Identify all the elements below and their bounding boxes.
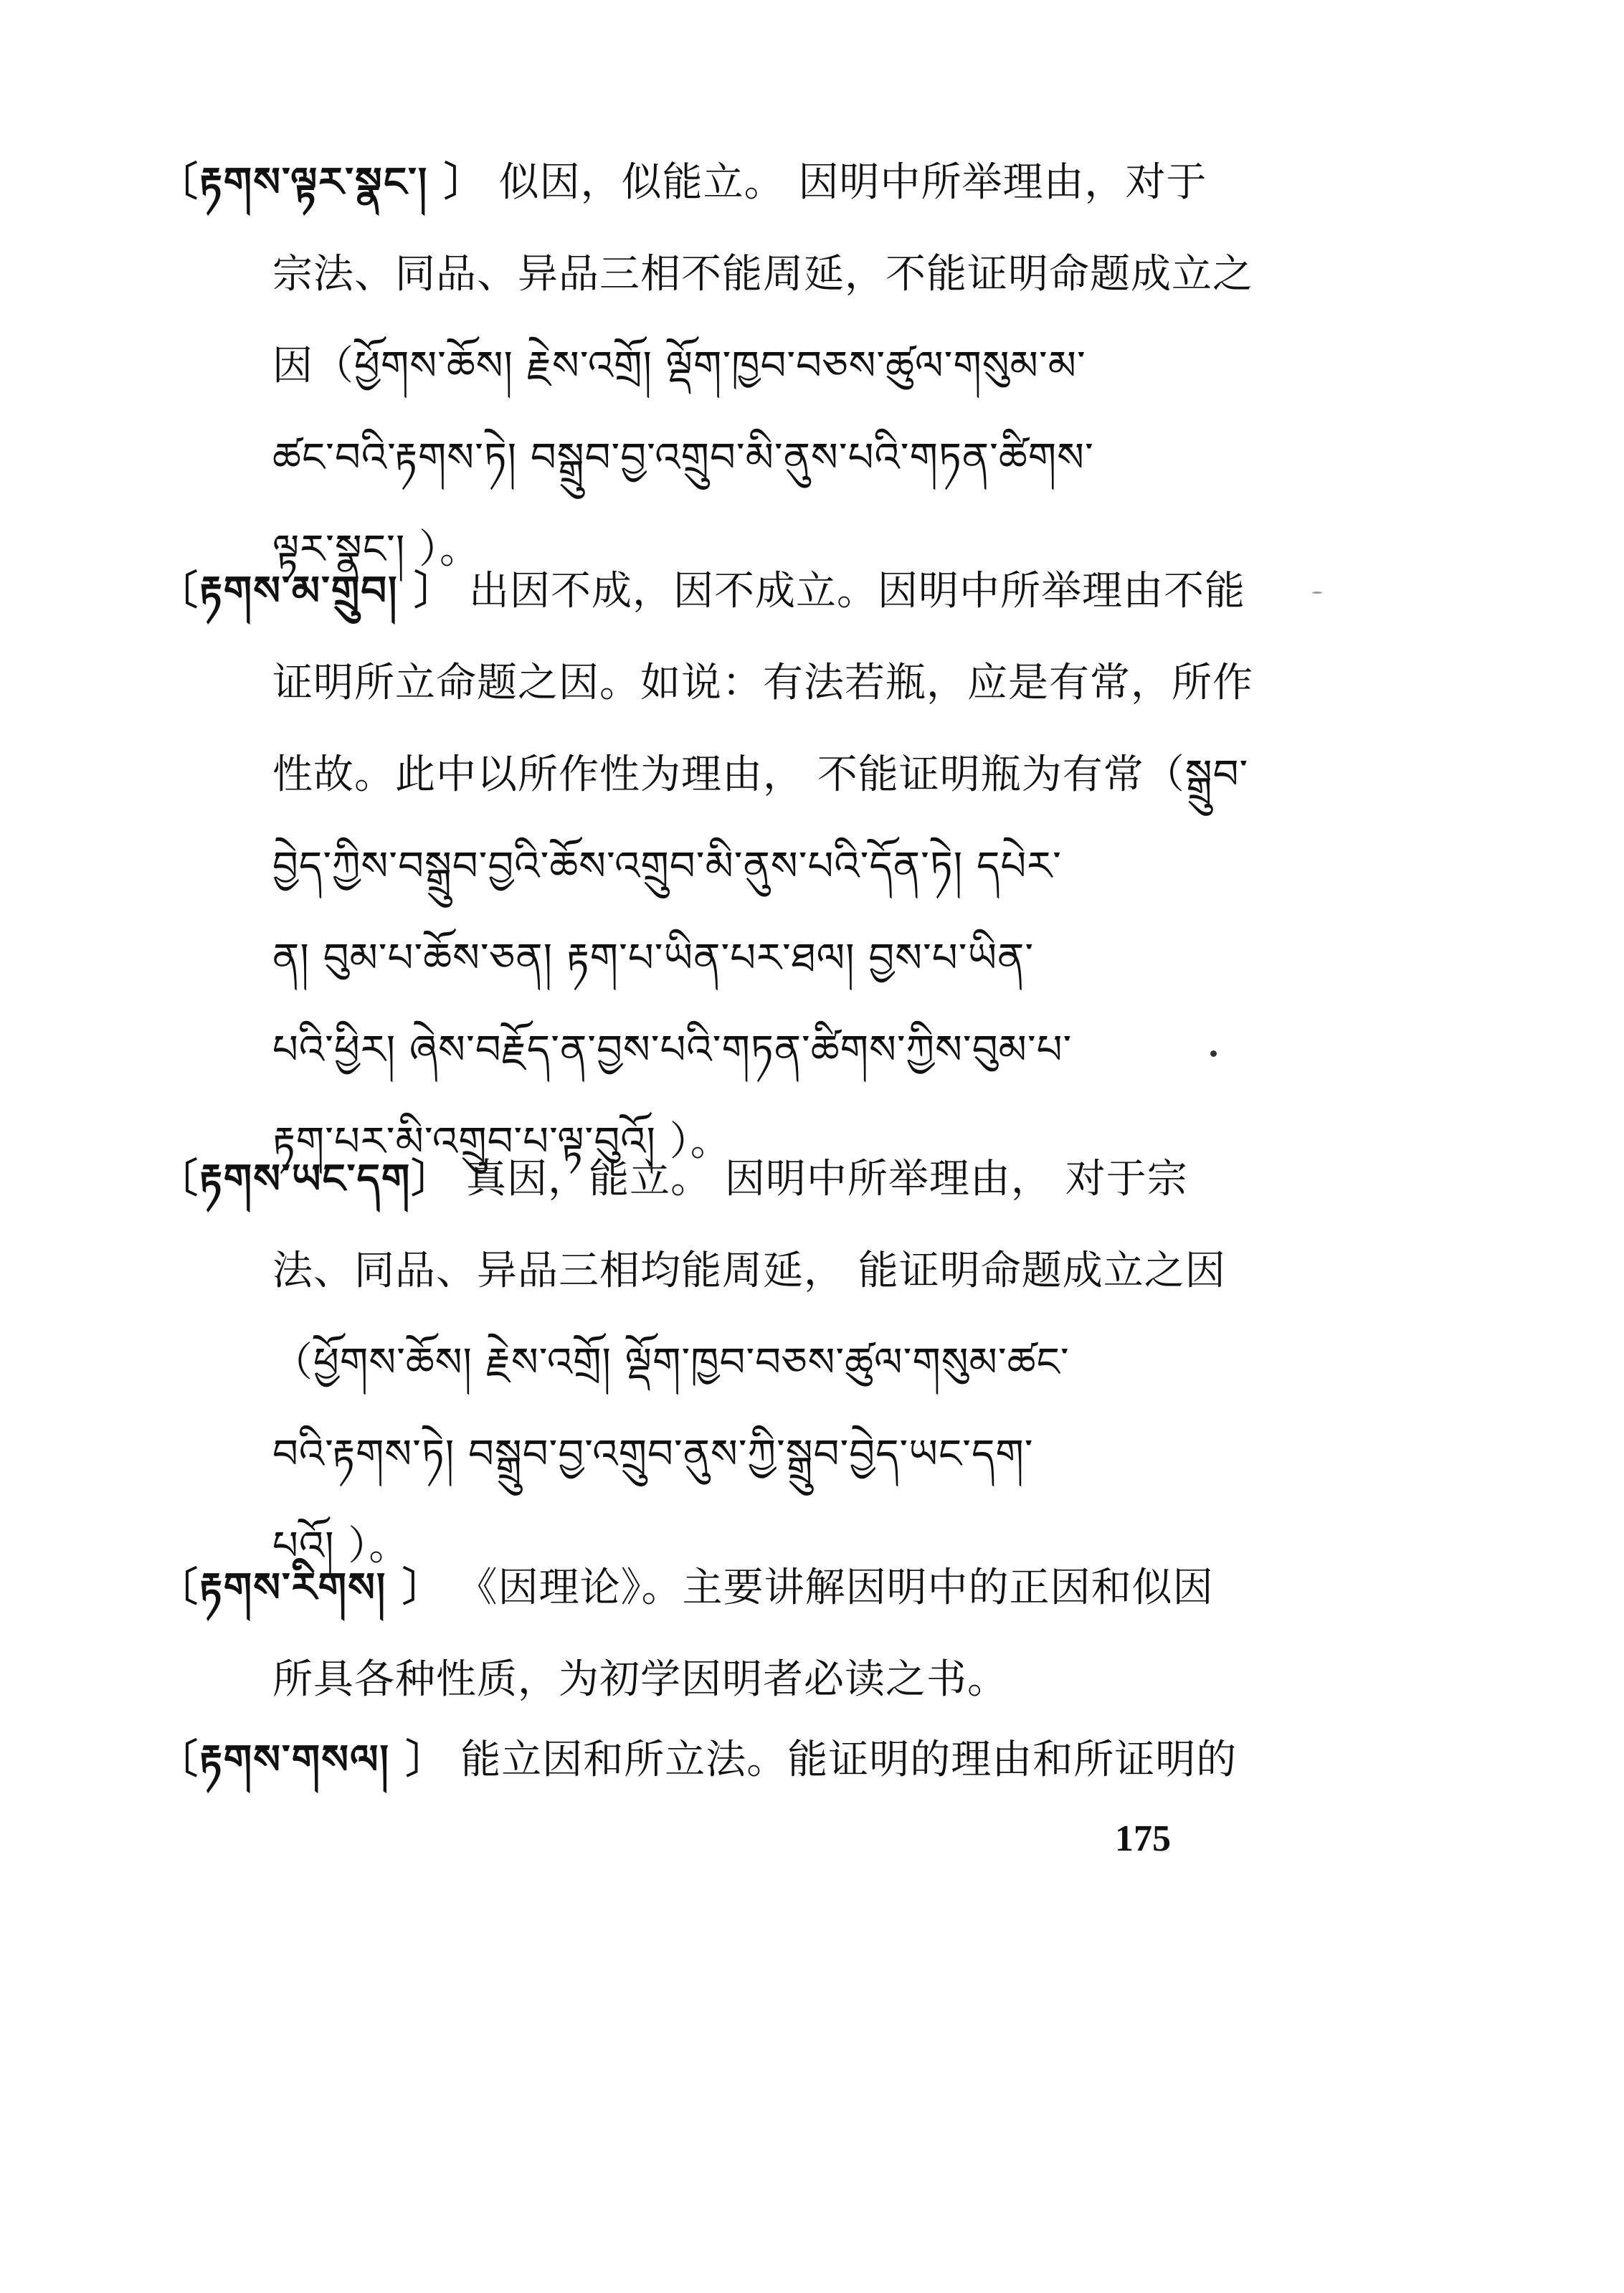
dictionary-entry: [158, 1542, 1262, 1726]
entry-text-line: 证明所立命题之因。如说：有法若瓶，应是有常，所作: [272, 660, 1253, 706]
entry-text-line: 性故。此中以所作性为理由， 不能证明瓶为有常（སྒྲུབ་: [272, 751, 1249, 798]
entry-text-line: པའོ། ）。: [272, 1523, 410, 1570]
entry-headword: 〔རྟགས་རིགས། 〕: [158, 1564, 444, 1611]
entry-text-line: ལྟར་སྣང་། ）。: [272, 526, 481, 573]
entry-text-line: 能立因和所立法。能证明的理由和所证明的: [460, 1737, 1238, 1783]
entry-text-line: པའི་ཕྱིར། ཞེས་བརྗོད་ན་བྱས་པའི་གཏན་ཚིགས་ཀྱིས་བུམ་པ་: [272, 1027, 1073, 1073]
scan-speck: [1312, 592, 1322, 594]
scan-speck: [1210, 1050, 1217, 1057]
entry-text-line: 出因不成，因不成立。因明中所举理由不能: [468, 568, 1245, 614]
entry-text-line: རྟག་པར་མི་འགྲུབ་པ་ལྟ་བུའོ། ）。: [272, 1119, 731, 1165]
entry-text-line: 《因理论》。主要讲解因明中的正因和似因: [457, 1565, 1214, 1611]
entry-text-line: བའི་རྟགས་ཏེ། བསྒྲུབ་བྱ་འགྲུབ་ནུས་ཀྱི་སྒྲུབ་བྱེད་ཡང་དག་: [272, 1431, 1034, 1478]
entry-text-line: 似因，似能立。 因明中所举理由，对于: [498, 159, 1207, 206]
entry-first-line: [158, 545, 1262, 637]
entry-text-line: 真因，能立。 因明中所举理由， 对于宗: [466, 1156, 1188, 1202]
page-number: 175: [1115, 1818, 1171, 1859]
dictionary-entry: [158, 1133, 1262, 1592]
entry-text-line: （ཕྱོགས་ཆོས། རྗེས་འགྲོ། ལྡོག་ཁྱབ་བཅས་ཚུལ་གསུམ་ཚང་: [272, 1339, 1070, 1386]
entry-text-line: ན། བུམ་པ་ཆོས་ཅན། རྟག་པ་ཡིན་པར་ཐལ། བྱས་པ་ཡིན་: [272, 935, 1035, 982]
entry-headword: 〔རྟགས་གསལ། 〕: [158, 1736, 447, 1783]
entry-first-line: [158, 1133, 1262, 1225]
entry-headword: 〔རྟགས་མ་གྲུབ། 〕: [158, 567, 456, 614]
dictionary-entry: [158, 1714, 1262, 1806]
entry-first-line: [158, 1714, 1262, 1806]
dictionary-entry: [158, 136, 1262, 596]
entry-text-line: ཚང་བའི་རྟགས་ཏེ། བསྒྲུབ་བྱ་འགྲུབ་མི་ནུས་པའི་གཏན་ཚིགས་: [272, 435, 1094, 481]
entry-headword: 〔རྟགས་ཡང་དག〕: [158, 1155, 453, 1202]
entry-first-line: [158, 136, 1262, 229]
entry-text-line: 宗法、同品、异品三相不能周延，不能证明命题成立之: [272, 251, 1253, 298]
entry-first-line: [158, 1542, 1262, 1634]
entry-text-line: བྱེད་ཀྱིས་བསྒྲུབ་བྱའི་ཆོས་འགྲུབ་མི་ནུས་པའི་དོན་ཏེ། དཔེར་: [272, 843, 1062, 890]
entry-text-line: 法、同品、异品三相均能周延， 能证明命题成立之因: [272, 1248, 1226, 1294]
dictionary-entry: [158, 545, 1262, 1188]
entry-text-line: 因（ཕྱོགས་ཆོས། རྗེས་འགྲོ། ལྡོག་ཁྱབ་བཅས་ཚུལ་གསུམ་མ་: [272, 343, 1086, 389]
entry-text-line: 所具各种性质，为初学因明者必读之书。: [272, 1656, 1008, 1703]
entry-headword: 〔རྟགས་ལྟར་སྣང་། 〕: [158, 158, 485, 206]
